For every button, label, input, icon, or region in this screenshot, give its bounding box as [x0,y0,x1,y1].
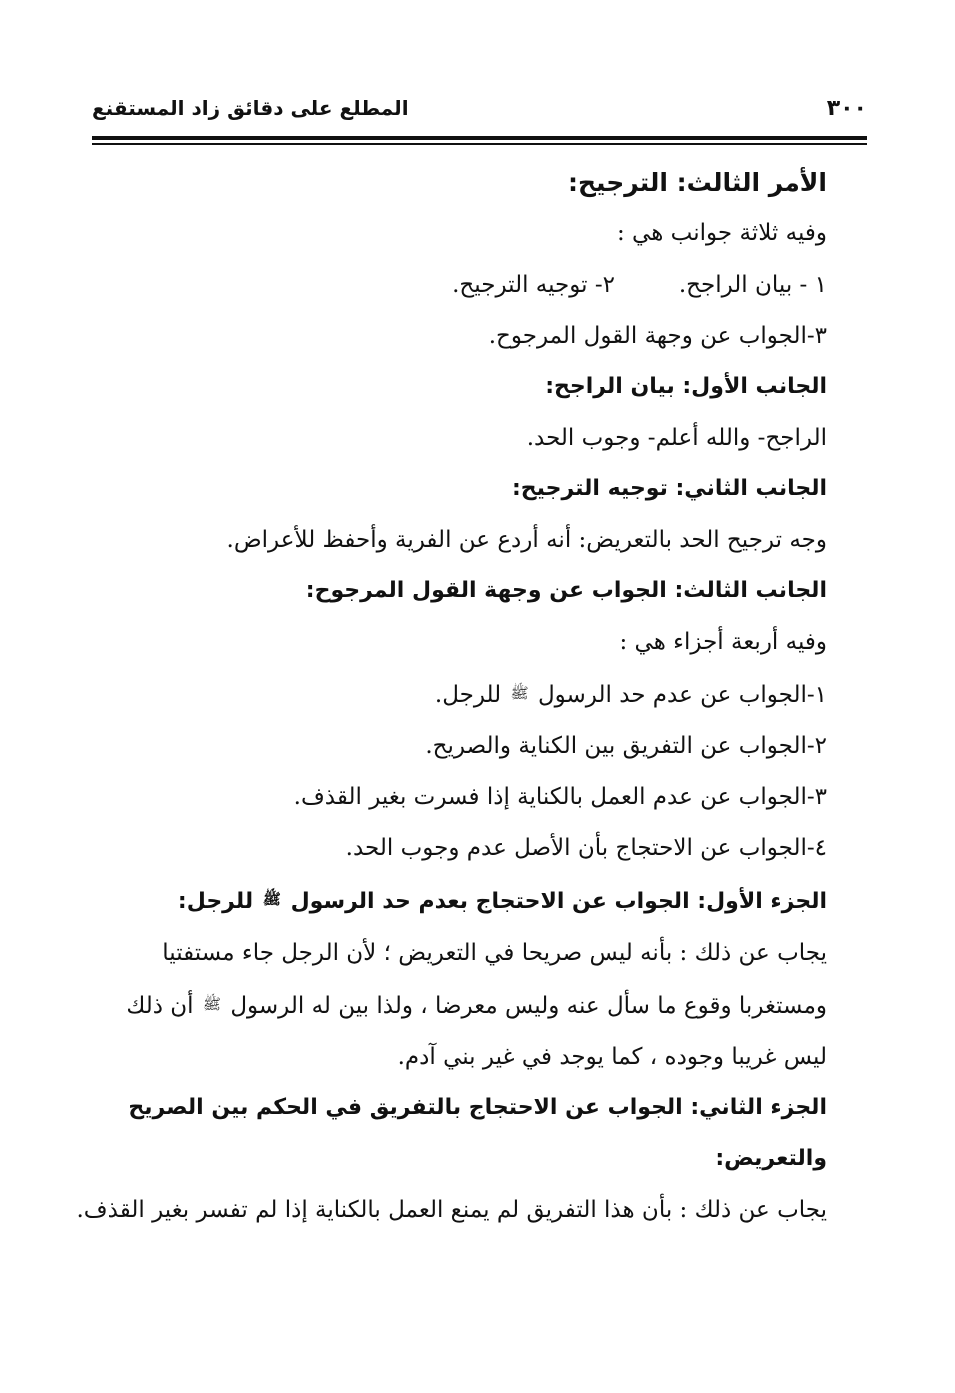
paragraph-three-aspects: وفيه ثلاثة جوانب هي : [617,220,827,246]
heading-part-1-text: الجزء الأول: الجواب عن الاحتجاج بعدم حد الرسول [290,889,827,914]
answer-1-line-2 [92,989,827,1021]
heading-aspect-2: الجانب الثاني: توجيه الترجيح: [512,476,827,501]
answer-1-line-2-end: أن ذلك [126,993,194,1019]
page-header [92,96,867,136]
answer-1-line-2-text: ومستغربا وقوع ما سأل عنه وليس معرضا ، ولذا بين له الرسول [230,993,827,1019]
honorific-glyph: ﷺ [262,890,281,908]
heading-part-1-end: للرجل: [177,889,254,914]
heading-part-2-line-2: والتعريض: [715,1146,827,1171]
aspect-item-3: ٣-الجواب عن وجهة القول المرجوح. [488,323,827,349]
aspect-item-2: ٢- توجيه الترجيح. [452,272,615,298]
paragraph-four-parts: وفيه أربعة أجزاء هي : [619,629,827,655]
header-rule-thin [92,143,867,145]
page-number: ٣٠٠ [826,96,867,121]
part-item-1 [92,678,827,710]
heading-third-matter: الأمر الثالث: الترجيح: [568,168,827,197]
part-item-4: ٤-الجواب عن الاحتجاج بأن الأصل عدم وجوب الحد. [345,835,827,861]
paragraph-preferred: الراجح- والله أعلم- وجوب الحد. [526,425,827,451]
answer-1-line-1: يجاب عن ذلك : بأنه ليس صريحا في التعريض ؛ لأن الرجل جاء مستفتيا [162,940,827,966]
answer-2: يجاب عن ذلك : بأن هذا التفريق لم يمنع العمل بالكناية إذا لم تفسر بغير القذف. [76,1197,827,1223]
header-rule-thick [92,136,867,140]
heading-aspect-1: الجانب الأول: بيان الراجح: [545,374,827,399]
answer-1-line-3: ليس غريبا وجوده ، كما يوجد في غير بني آدم. [397,1044,827,1070]
heading-aspect-3: الجانب الثالث: الجواب عن وجهة القول المرجوح: [305,578,827,603]
aspect-item-1: ١ - بيان الراجح. [678,272,827,298]
part-item-1-end: للرجل. [434,682,502,708]
heading-part-1 [92,884,827,917]
heading-part-2-line-1: الجزء الثاني: الجواب عن الاحتجاج بالتفريق في الحكم بين الصريح [128,1095,827,1120]
part-item-3: ٣-الجواب عن عدم العمل بالكناية إذا فسرت بغير القذف. [293,784,827,810]
paragraph-reason: وجه ترجيح الحد بالتعريض: أنه أردع عن الفرية وأحفظ للأعراض. [226,527,827,553]
part-item-2: ٢-الجواب عن التفريق بين الكناية والصريح. [425,733,827,759]
body-text [76,168,827,1225]
book-title: المطلع على دقائق زاد المستقنع [92,96,409,120]
aspects-list-row [92,270,827,300]
honorific-glyph: ﷺ [202,995,221,1013]
part-item-1-text: ١-الجواب عن عدم حد الرسول [537,682,827,708]
honorific-glyph: ﷺ [510,684,529,702]
